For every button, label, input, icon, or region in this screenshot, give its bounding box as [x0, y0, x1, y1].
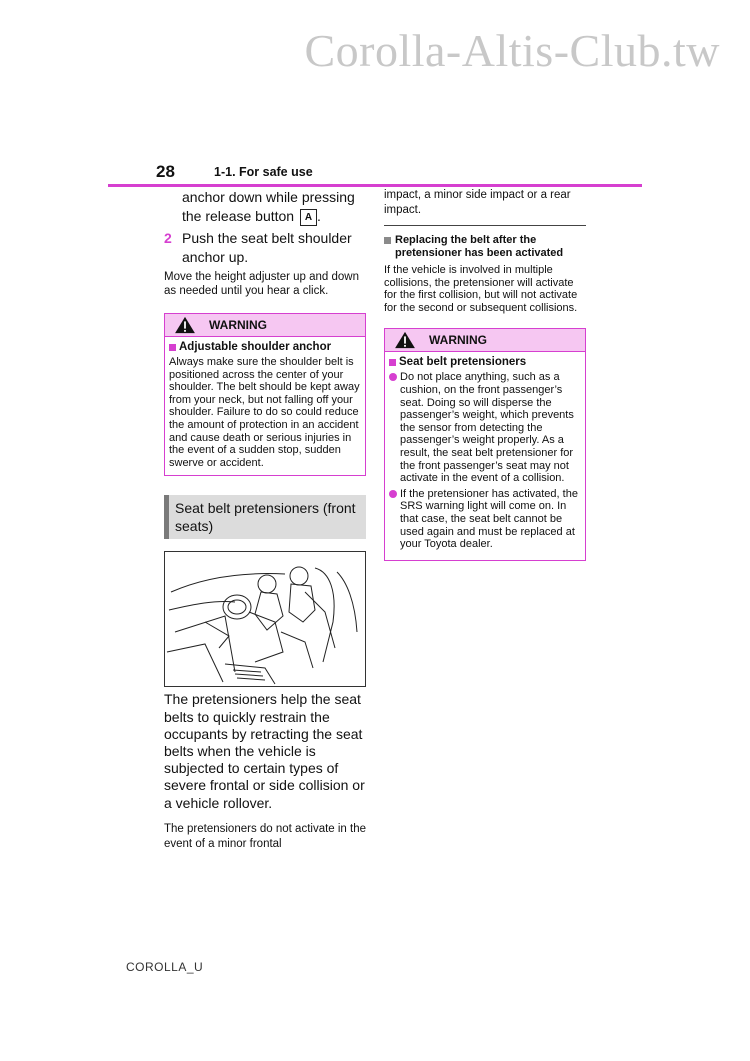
- square-bullet-icon: [169, 344, 176, 351]
- footer-label: COROLLA_U: [126, 960, 204, 974]
- continued-note: impact, a minor side impact or a rear impact.: [384, 189, 571, 216]
- header-rule: [108, 184, 642, 187]
- square-bullet-icon: [389, 359, 396, 366]
- watermark: Corolla-Altis-Club.tw: [304, 25, 720, 76]
- warning-bullet: [389, 371, 581, 484]
- button-a-callout: A: [300, 209, 317, 226]
- subheading-text: Replacing the belt after the pretensioner has been activated: [395, 234, 564, 259]
- warning-box-pretensioners: [384, 328, 586, 560]
- warning-triangle-icon: [393, 331, 417, 349]
- section-heading: Seat belt pretensioners (front seats): [175, 500, 356, 535]
- warning-title: WARNING: [209, 318, 267, 332]
- step-text: Push the seat belt shoulder anchor up.: [182, 230, 352, 265]
- period: .: [316, 208, 321, 224]
- pretensioner-description: The pretensioners help the seat belts to quickly restrain the occupants by retracting the seat belts when the vehicle is subjected to certain types of severe frontal or side collision or a vehicle rollover.: [164, 691, 365, 811]
- bullet-text: Do not place anything, such as a cushion, on the front passenger’s seat. Doing so will disperse the passenger’s weight, which prevents the sensor from detecting the passenger’s weight properly. As a result, the seat belt pretensioner for the front passenger’s seat may not activate in the event of a collision.: [400, 371, 574, 485]
- continued-step-line-2: [164, 207, 366, 226]
- warning-header: [385, 329, 585, 352]
- warning-text: Always make sure the shoulder belt is positioned across the center of your shoulder. The belt should be kept away from your neck, but not falling off your shoulder. Failure to do so could reduce the amount of protection in an accident and cause death or serious injuries in the event of a sudden stop, sudden swerve or accident.: [169, 356, 360, 469]
- warning-subtitle: [169, 341, 361, 353]
- round-bullet-icon: [389, 373, 397, 381]
- left-column: [164, 188, 366, 852]
- warning-subtitle: [389, 356, 581, 368]
- warning-subtitle-text: Adjustable shoulder anchor: [179, 341, 332, 353]
- continued-step-line-1: anchor down while pressing: [182, 189, 355, 205]
- pretensioner-note: The pretensioners do not activate in the event of a minor frontal: [164, 822, 367, 850]
- warning-body: [165, 337, 365, 475]
- warning-body: [385, 352, 585, 559]
- warning-title: WARNING: [429, 333, 487, 348]
- section-heading-band: [164, 495, 366, 539]
- right-column: [384, 188, 586, 561]
- car-interior-drawing: [165, 552, 365, 686]
- multiple-collision-paragraph: If the vehicle is involved in multiple collisions, the pretensioner will activate for the first collision, but will not activate for the second or subsequent collisions.: [384, 264, 578, 314]
- pretensioner-illustration: [164, 551, 366, 687]
- warning-bullet: [389, 488, 581, 551]
- release-button-text: the release button: [182, 208, 295, 224]
- round-bullet-icon: [389, 490, 397, 498]
- step-number: 2: [164, 230, 172, 246]
- step-2: [164, 229, 366, 267]
- warning-box-shoulder-anchor: [164, 313, 366, 476]
- page-number: 28: [156, 162, 175, 181]
- section-title: 1-1. For safe use: [214, 165, 313, 179]
- bullet-text: If the pretensioner has activated, the SRS warning light will come on. In that case, the seat belt cannot be used again and must be replaced at your Toyota dealer.: [400, 487, 578, 551]
- height-adjuster-paragraph: Move the height adjuster up and down as needed until you hear a click.: [164, 271, 359, 297]
- square-bullet-icon: [384, 237, 391, 244]
- divider: [384, 225, 586, 226]
- replacing-belt-subheading: [384, 234, 586, 259]
- warning-subtitle-text: Seat belt pretensioners: [399, 356, 527, 369]
- warning-triangle-icon: [173, 316, 197, 334]
- warning-header: [165, 314, 365, 337]
